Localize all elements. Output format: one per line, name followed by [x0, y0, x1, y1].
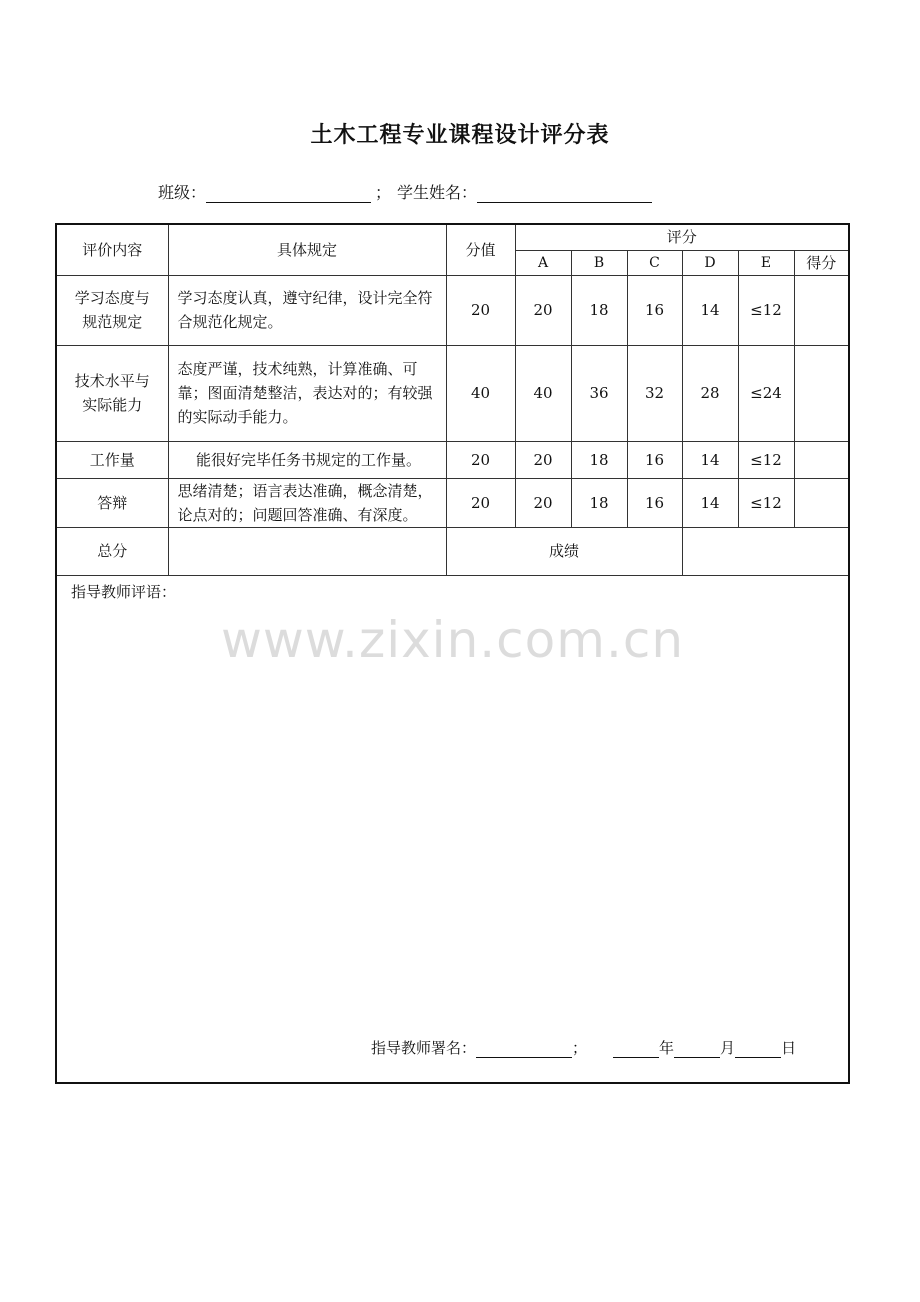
row-score-cell[interactable] [794, 441, 848, 478]
row-content: 工作量 [57, 441, 168, 478]
row-grade-c: 16 [627, 275, 682, 345]
row-rule: 态度严谨，技术纯熟，计算准确、可靠；图面清楚整洁，表达对的；有较强的实际动手能力。 [168, 345, 446, 441]
day-field[interactable] [735, 1039, 781, 1058]
result-value-cell[interactable] [682, 527, 848, 575]
header-points: 分值 [446, 225, 515, 275]
header-grade-d: D [682, 250, 738, 275]
row-grade-b: 18 [571, 275, 627, 345]
row-grade-e: ≤12 [738, 441, 794, 478]
table-row [57, 345, 848, 441]
row-grade-c: 16 [627, 478, 682, 527]
year-field[interactable] [613, 1039, 659, 1058]
header-grade-c: C [627, 250, 682, 275]
row-grade-b: 18 [571, 441, 627, 478]
info-separator: ； [375, 183, 392, 202]
row-grade-d: 28 [682, 345, 738, 441]
table-row [57, 478, 848, 527]
row-grade-d: 14 [682, 275, 738, 345]
month-label: 月 [720, 1039, 736, 1057]
row-score-cell[interactable] [794, 478, 848, 527]
total-value-cell[interactable] [168, 527, 446, 575]
grading-table [57, 225, 848, 576]
row-rule: 思绪清楚；语言表达准确，概念清楚，论点对的；问题回答准确、有深度。 [168, 478, 446, 527]
row-grade-a: 20 [515, 441, 571, 478]
row-points: 40 [446, 345, 515, 441]
row-grade-e: ≤12 [738, 275, 794, 345]
month-field[interactable] [674, 1039, 720, 1058]
row-grade-b: 36 [571, 345, 627, 441]
row-grade-e: ≤24 [738, 345, 794, 441]
signature-label: 指导教师署名： [371, 1039, 477, 1057]
row-rule: 学习态度认真，遵守纪律，设计完全符合规范化规定。 [168, 275, 446, 345]
day-label: 日 [781, 1039, 797, 1057]
row-grade-a: 40 [515, 345, 571, 441]
header-grade-e: E [738, 250, 794, 275]
row-grade-d: 14 [682, 478, 738, 527]
comment-label: 指导教师评语： [71, 583, 177, 601]
page-title: 土木工程专业课程设计评分表 [310, 122, 610, 148]
header-grade-b: B [571, 250, 627, 275]
row-grade-a: 20 [515, 478, 571, 527]
total-row [57, 527, 848, 575]
header-score: 得分 [794, 250, 848, 275]
row-points: 20 [446, 478, 515, 527]
row-score-cell[interactable] [794, 275, 848, 345]
class-field[interactable] [206, 184, 371, 203]
row-rule: 能很好完毕任务书规定的工作量。 [168, 441, 446, 478]
watermark: www.zixin.com.cn [220, 611, 685, 669]
row-content: 技术水平与 实际能力 [57, 345, 168, 441]
row-grade-d: 14 [682, 441, 738, 478]
year-label: 年 [659, 1039, 675, 1057]
class-label: 班级： [158, 183, 207, 202]
row-grade-a: 20 [515, 275, 571, 345]
student-name-label: 学生姓名： [397, 183, 478, 202]
signature-separator: ； [572, 1039, 588, 1057]
row-points: 20 [446, 441, 515, 478]
row-points: 20 [446, 275, 515, 345]
row-content: 答辩 [57, 478, 168, 527]
row-grade-c: 16 [627, 441, 682, 478]
result-label: 成绩 [446, 527, 682, 575]
comment-area[interactable] [57, 577, 848, 1082]
header-rules: 具体规定 [168, 225, 446, 275]
row-content: 学习态度与 规范规定 [57, 275, 168, 345]
header-grade-a: A [515, 250, 571, 275]
row-score-cell[interactable] [794, 345, 848, 441]
header-content: 评价内容 [57, 225, 168, 275]
signature-line [371, 1037, 796, 1058]
row-grade-c: 32 [627, 345, 682, 441]
total-label: 总分 [57, 527, 168, 575]
student-info-line [158, 180, 652, 203]
table-row [57, 275, 848, 345]
header-grading: 评分 [515, 225, 848, 250]
grading-sheet [55, 223, 850, 1084]
row-grade-e: ≤12 [738, 478, 794, 527]
signature-field[interactable] [476, 1039, 572, 1058]
row-grade-b: 18 [571, 478, 627, 527]
table-row [57, 441, 848, 478]
student-name-field[interactable] [477, 184, 652, 203]
